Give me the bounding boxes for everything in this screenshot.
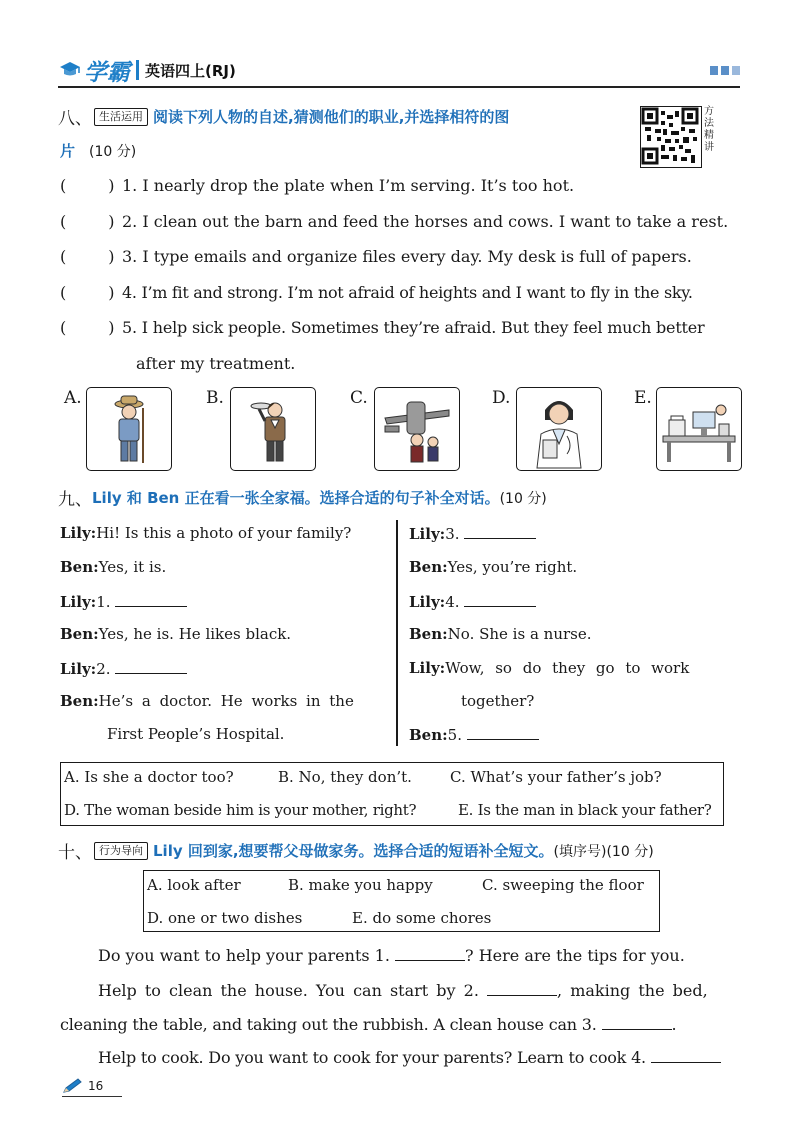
- section10-score: (填序号)(10 分): [553, 843, 654, 860]
- dialogue-divider: [396, 520, 398, 746]
- picture-e-office: [656, 387, 742, 471]
- section8-score: (10 分): [89, 143, 137, 160]
- question-2: ( ) 2. I clean out the barn and feed the horses and cows. I want to take a rest.: [60, 212, 729, 231]
- dialogue-right-6: Ben:5.: [409, 725, 539, 744]
- blank-4[interactable]: [464, 592, 536, 607]
- page-number: 16: [88, 1079, 104, 1093]
- blank-10-3[interactable]: [602, 1015, 672, 1030]
- qr-code[interactable]: [640, 106, 702, 168]
- option-10a: A. look after: [147, 876, 241, 894]
- passage-line-1: Do you want to help your parents 1. ? Here are the tips for you.: [98, 946, 685, 965]
- qr-code-icon: [641, 107, 699, 165]
- option-9b: B. No, they don’t.: [278, 768, 412, 786]
- option-10e: E. do some chores: [352, 909, 492, 927]
- picture-label-c: C.: [350, 388, 368, 408]
- dialogue-right-5-cont: together?: [461, 692, 535, 710]
- dialogue-right-1: Lily:3.: [409, 524, 536, 543]
- picture-b-waiter: [230, 387, 316, 471]
- section9-score: (10 分): [499, 490, 547, 507]
- page-footer: [62, 1078, 103, 1094]
- dialogue-left-1: Lily:Hi! Is this a photo of your family?: [60, 524, 352, 542]
- farmer-icon: [87, 388, 171, 470]
- section9-instruction: Lily 和 Ben 正在看一张全家福。选择合适的句子补全对话。: [92, 489, 500, 507]
- question-1: ( ) 1. I nearly drop the plate when I’m serving. It’s too hot.: [60, 176, 575, 195]
- section10-instruction: Lily 回到家,想要帮父母做家务。选择合适的短语补全短文。: [153, 842, 554, 860]
- dialogue-left-6-cont: First People’s Hospital.: [107, 725, 285, 743]
- dialogue-left-4: Ben:Yes, he is. He likes black.: [60, 625, 292, 643]
- pencil-icon: [62, 1078, 82, 1094]
- section8-tag: 生活运用: [94, 108, 148, 126]
- passage-line-2: Help to clean the house. You can start by 2. , making the bed,: [98, 981, 708, 1000]
- question-5: ( ) 5. I help sick people. Sometimes they’re afraid. But they feel much better: [60, 318, 705, 337]
- section10-tag: 行为导向: [94, 842, 148, 860]
- blank-1[interactable]: [115, 592, 187, 607]
- option-10d: D. one or two dishes: [147, 909, 303, 927]
- picture-label-e: E.: [634, 388, 652, 408]
- picture-a-farmer: [86, 387, 172, 471]
- book-subtitle: 英语四上(RJ): [145, 61, 236, 80]
- option-9e: E. Is the man in black your father?: [458, 801, 712, 819]
- office-desk-icon: [657, 388, 741, 470]
- waiter-icon: [231, 388, 315, 470]
- section8-title: 八、 生活运用 阅读下列人物的自述,猜测他们的职业,并选择相符的图: [58, 108, 510, 129]
- picture-d-doctor: [516, 387, 602, 471]
- section10-title: 十、 行为导向 Lily 回到家,想要帮父母做家务。选择合适的短语补全短文。 (填序号)(10 分): [58, 842, 654, 863]
- question-4: ( ) 4. I’m fit and strong. I’m not afraid of heights and I want to fly in the sky.: [60, 283, 693, 302]
- option-9d: D. The woman beside him is your mother, right?: [64, 801, 417, 819]
- picture-c-pilot: [374, 387, 460, 471]
- dialogue-left-6: Ben:He’s a doctor. He works in the: [60, 692, 354, 710]
- picture-label-b: B.: [206, 388, 224, 408]
- dialogue-right-2: Ben:Yes, you’re right.: [409, 558, 578, 576]
- dialogue-right-3: Lily:4.: [409, 592, 536, 611]
- graduation-cap-icon: [58, 58, 82, 82]
- qr-side-label: 方 法 精 讲: [704, 106, 714, 153]
- option-9a: A. Is she a doctor too?: [64, 768, 234, 786]
- section8-instruction: 阅读下列人物的自述,猜测他们的职业,并选择相符的图: [153, 108, 510, 126]
- section9-title: 九、 Lily 和 Ben 正在看一张全家福。选择合适的句子补全对话。 (10 分): [58, 489, 547, 510]
- header-rule: [58, 86, 740, 88]
- passage-line-4: Help to cook. Do you want to cook for your parents? Learn to cook 4.: [98, 1048, 721, 1067]
- blank-3[interactable]: [464, 524, 536, 539]
- picture-label-d: D.: [492, 388, 511, 408]
- dialogue-right-5: Lily:Wow, so do they go to work: [409, 659, 690, 677]
- question-5-cont: after my treatment.: [136, 354, 296, 373]
- option-9c: C. What’s your father’s job?: [450, 768, 662, 786]
- dialogue-left-2: Ben:Yes, it is.: [60, 558, 167, 576]
- question-3: ( ) 3. I type emails and organize files every day. My desk is full of papers.: [60, 247, 692, 266]
- section8-title-cont: 片 (10 分): [60, 142, 137, 160]
- logo-text: 学霸: [84, 59, 130, 86]
- dialogue-left-3: Lily:1.: [60, 592, 187, 611]
- picture-label-a: A.: [64, 388, 82, 408]
- logo-divider: [136, 60, 139, 80]
- pilot-icon: [375, 388, 459, 470]
- dialogue-left-5: Lily:2.: [60, 659, 187, 678]
- blank-10-4[interactable]: [651, 1048, 721, 1063]
- footer-rule: [62, 1096, 122, 1097]
- dialogue-right-4: Ben:No. She is a nurse.: [409, 625, 592, 643]
- option-10c: C. sweeping the floor: [482, 876, 644, 894]
- option-10b: B. make you happy: [288, 876, 433, 894]
- blank-5[interactable]: [467, 725, 539, 740]
- page-marks: [710, 66, 740, 75]
- passage-line-3: cleaning the table, and taking out the rubbish. A clean house can 3. .: [60, 1015, 677, 1034]
- blank-10-2[interactable]: [487, 981, 557, 996]
- doctor-icon: [517, 388, 601, 470]
- publisher-logo: [58, 55, 236, 85]
- blank-10-1[interactable]: [395, 946, 465, 961]
- blank-2[interactable]: [115, 659, 187, 674]
